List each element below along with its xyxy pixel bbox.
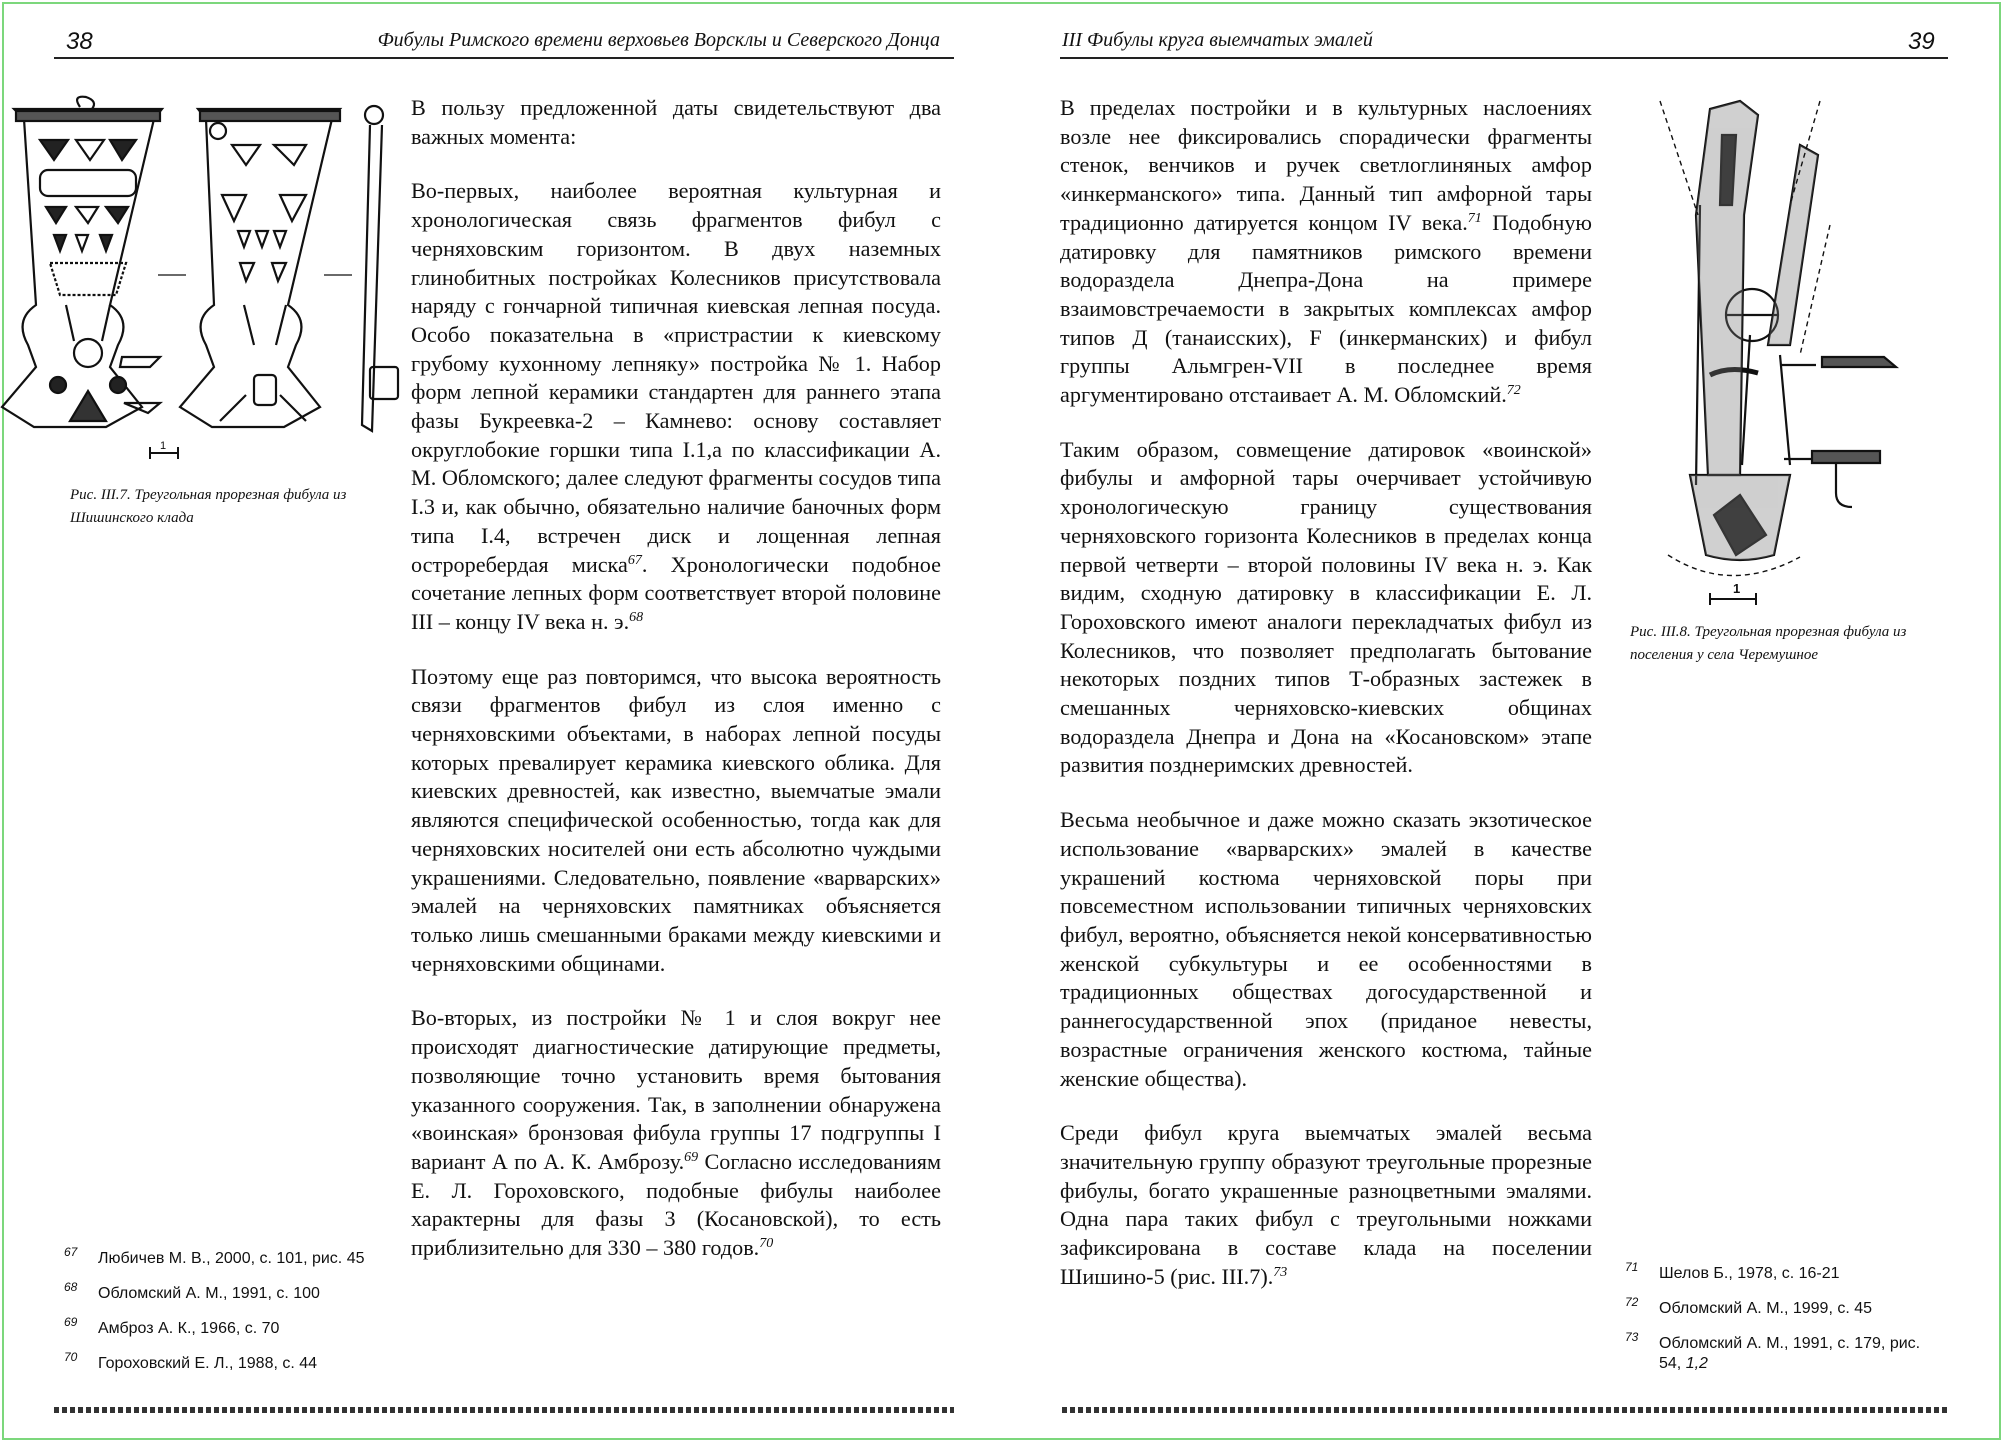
left-footer-rule [54,1407,954,1413]
footnote-number: 71 [1625,1260,1639,1274]
paragraph-text: . Хронологически подобное сочетание лепных форм соответствует второй половине III – концу IV века н. э. [411,551,942,634]
left-figure-scale-label: 1 [160,440,167,452]
paragraph [411,177,941,636]
footnote-text: Обломский А. М., 1999, с. 45 [1659,1300,1873,1317]
paragraph [1060,436,1592,780]
footnote-ref: 67 [627,552,642,568]
footnote-ref: 68 [629,609,644,625]
footnote-number: 67 [64,1245,78,1259]
footnote-number: 73 [1625,1330,1639,1344]
figure-iii-8-drawing [1640,95,1900,615]
footnote-ref: 70 [759,1236,774,1252]
footnote-ref: 69 [684,1149,699,1165]
footnote-number: 70 [64,1350,78,1364]
left-footnotes [64,1245,394,1389]
paragraph [411,663,941,979]
footnote-number: 69 [64,1315,78,1329]
right-footnotes [1625,1260,1925,1389]
right-figure-caption: Рис. III.8. Треугольная прорезная фибула из поселения у села Черемушное [1630,624,1907,663]
left-body-text [411,94,941,1289]
left-page-number: 38 [66,28,93,55]
paragraph-text: Таким образом, совмещение датировок «воинской» фибулы и амфорной тары очерчивает устойчивую хронологическую границу существования черняховского горизонта Колесников в пределах конца первой четверти – второй половины IV века н. э. Как видим, сходную датировку в классификации Е. Л. Гороховского имеют аналоги перекладчатых фибул из Колесников, что позволяет предполагать бытование некоторых поздних типов Т-образных застежек в смешанных черняховско-киевских общинах водораздела Днепра и Дона на «Косановском» этапе развития позднеримских древностей. [1060,436,1592,778]
paragraph [1060,806,1592,1093]
paragraph [411,94,941,151]
footnote [1625,1295,1925,1319]
right-header-rule [1060,57,1948,59]
paragraph-text: Во-вторых, из постройки № 1 и слоя вокруг нее происходят диагностические датирующие предметы, позволяющие точно установить время бытования указанного сооружения. Так, в заполнении обнаружена «воинская» бронзовая фибула группы 17 подгруппы I вариант А по А. К. Амброзу. [411,1005,941,1174]
paragraph-text: Поэтому еще раз повторимся, что высока вероятность связи фрагментов фибул из слоя именно с черняховскими объектами, в наборах лепной посуды которых превалирует керамика киевского облика. Для киевских древностей, как известно, выемчатые эмали являются специфической особенностью, тогда как для черняховских носителей они есть абсолютно чуждыми украшениями. Следовательно, появление «варварских» эмалей на черняховских памятниках объясняется только лишь смешанными браками между киевскими и черняховскими общинами. [411,663,941,976]
right-running-title: III Фибулы круга выемчатых эмалей [1062,29,1373,51]
right-body-text [1060,94,1592,1317]
footnote-number: 68 [64,1280,78,1294]
footnote-text: Амброз А. К., 1966, с. 70 [98,1320,280,1337]
footnote-ref: 71 [1467,210,1482,226]
footnote-text-italic: 1,2 [1685,1355,1708,1372]
footnote-text: Гороховский Е. Л., 1988, с. 44 [98,1355,318,1372]
paragraph-text: Среди фибул круга выемчатых эмалей весьма значительную группу образуют треугольные прорезные фибулы, богато украшенные разноцветными эмалями. Одна пара таких фибул с треугольными ножками зафиксирована в составе клада на поселении Шишино-5 (рис. III.7). [1060,1120,1592,1289]
left-running-title: Фибулы Римского времени верховьев Ворсклы и Северского Донца [377,29,940,51]
footnote [1625,1260,1925,1284]
figure-iii-7-drawing [10,95,390,465]
paragraph-text: Подобную датировку для памятников римского времени водораздела Днепра-Дона на примере взаимовстречаемости в закрытых комплексах амфор типов Д (танаисских), F (инкерманских) и фибул группы Альмгрен-VII в последнее время аргументировано отстаивает А. М. Обломский. [1060,209,1592,408]
footnote [64,1245,394,1269]
paragraph-text: Согласно исследованиям Е. Л. Гороховского, подобные фибулы наиболее характерны для фазы 3 (Косановской), то есть приблизительно для 330 – 380 годов. [411,1148,941,1261]
right-footer-rule [1062,1407,1950,1413]
footnote-text: Шелов Б., 1978, с. 16-21 [1659,1265,1840,1282]
footnote-text: Обломский А. М., 1991, с. 100 [98,1285,320,1302]
left-figure-caption: Рис. III.7. Треугольная прорезная фибула из Шишинского клада [70,487,347,526]
footnote [1625,1330,1925,1374]
right-page-number: 39 [1908,28,1935,55]
paragraph [1060,1119,1592,1291]
right-figure-scale-label: 1 [1733,581,1741,596]
left-header-rule [54,57,954,59]
footnote [64,1280,394,1304]
paragraph [411,1004,941,1262]
footnote-ref: 72 [1506,383,1521,399]
paragraph [1060,94,1592,410]
footnote-number: 72 [1625,1295,1639,1309]
footnote-text: Любичев М. В., 2000, с. 101, рис. 45 [98,1250,365,1267]
footnote [64,1315,394,1339]
paragraph-text: В пользу предложенной даты свидетельствуют два важных момента: [411,95,941,149]
paragraph-text: Во-первых, наиболее вероятная культурная и хронологическая связь фрагментов фибул с черняховским горизонтом. В двух наземных глинобитных постройках Колесников присутствовала наряду с гончарной типичная киевская лепная посуда. Особо показательна в «пристрастии к киевскому грубому кухонному лепняку» постройка № 1. Набор форм лепной керамики стандартен для раннего этапа фазы Букреевка-2 – Камнево: основу составляет округлобокие горшки типа I.1,а по классификации А. М. Обломского; далее следуют фрагменты сосудов типа I.3 и, как обычно, обязательно наличие баночных форм типа I.4, встречен диск и лощенная лепная остроребердая миска [411,178,941,577]
footnote [64,1350,394,1374]
footnote-ref: 73 [1273,1264,1288,1280]
paragraph-text: Весьма необычное и даже можно сказать экзотическое использование «варварских» эмалей в качестве украшений костюма черняховской поры при повсеместном использовании типичных черняховских фибул, вероятно, объясняется некой консервативностью женской субкультуры и ее особенностями в традиционных обществах догосударственной и раннегосударственной эпох (приданое невесты, возрастные ограничения женского костюма, тайные женские общества). [1060,807,1592,1091]
paragraph-text: В пределах постройки и в культурных наслоениях возле нее фиксировались спорадически фрагменты стенок, венчиков и ручек светлоглиняных амфор «инкерманского» типа. Данный тип амфорной тары традиционно датируется концом IV века. [1060,95,1592,235]
footnote-text: Обломский А. М., 1991, с. 179, рис. 54, [1659,1335,1921,1372]
